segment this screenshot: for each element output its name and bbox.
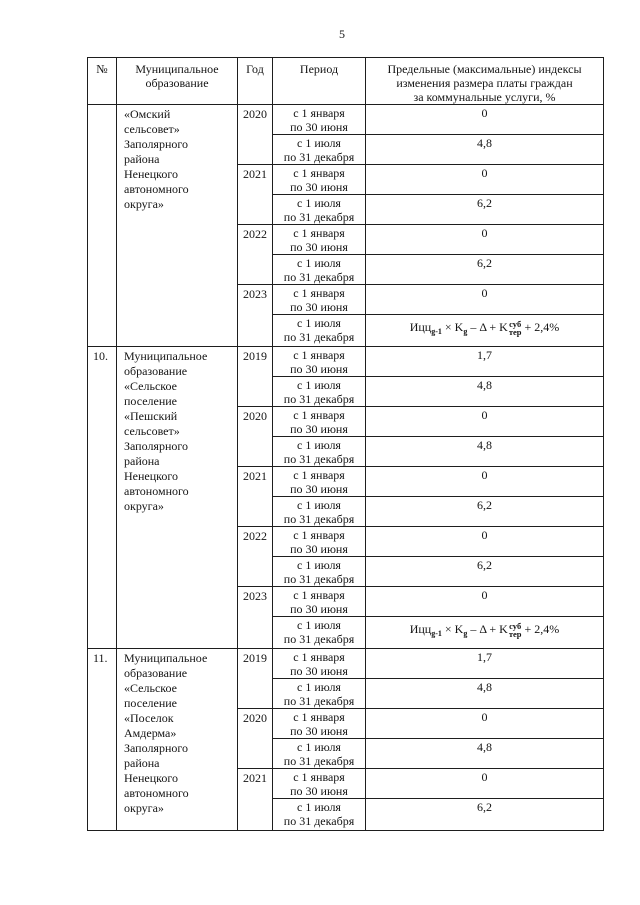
period-to: по 31 декабря (283, 512, 355, 526)
municipality-name-line: округа» (124, 801, 164, 815)
index-value-cell (366, 285, 604, 315)
index-value: 1,7 (477, 348, 492, 362)
formula-superscript: суб (509, 621, 522, 632)
period-cell (273, 195, 366, 225)
municipality-cell (117, 347, 238, 649)
period-from: с 1 июля (297, 680, 341, 694)
index-value: 6,2 (477, 196, 492, 210)
period-from: с 1 июля (297, 618, 341, 632)
formula-subscript: тер (508, 629, 522, 640)
formula-tail: + 2,4% (521, 622, 560, 636)
period-to: по 31 декабря (283, 572, 355, 586)
index-value: 0 (481, 468, 488, 482)
period-from: с 1 июля (297, 740, 341, 754)
year-value: 2022 (243, 227, 267, 241)
period-from: с 1 июля (297, 316, 341, 330)
municipality-name-line: автономного (124, 484, 189, 498)
index-value-cell (366, 679, 604, 709)
index-value-cell (366, 769, 604, 799)
period-cell (273, 679, 366, 709)
municipality-cell (117, 649, 238, 831)
index-value-cell (366, 527, 604, 557)
period-to: по 30 июня (290, 482, 348, 496)
period-from: с 1 июля (297, 438, 341, 452)
period-to: по 31 декабря (283, 150, 355, 164)
index-value-cell (366, 105, 604, 135)
municipality-name-line: «Пешский (124, 409, 178, 423)
header-index-line: изменения размера платы граждан (396, 76, 573, 90)
year-value: 2021 (243, 469, 267, 483)
period-to: по 30 июня (290, 120, 348, 134)
period-cell (273, 285, 366, 315)
year-cell (238, 527, 273, 587)
index-value-cell (366, 135, 604, 165)
index-value-cell (366, 347, 604, 377)
period-cell (273, 497, 366, 527)
period-from: с 1 июля (297, 498, 341, 512)
period-cell (273, 769, 366, 799)
index-value: 6,2 (477, 256, 492, 270)
index-value-cell (366, 195, 604, 225)
period-cell (273, 437, 366, 467)
period-cell (273, 739, 366, 769)
index-value-cell (366, 617, 604, 649)
index-value: 0 (481, 710, 488, 724)
municipality-name-line: района (124, 454, 160, 468)
index-value-cell (366, 377, 604, 407)
period-to: по 30 июня (290, 542, 348, 556)
index-value-cell (366, 437, 604, 467)
period-to: по 31 декабря (283, 632, 355, 646)
formula-k-stack (509, 320, 522, 336)
index-value-cell (366, 799, 604, 831)
header-year (238, 58, 273, 105)
index-value-cell (366, 497, 604, 527)
header-municipality-line: образование (145, 76, 209, 90)
period-to: по 30 июня (290, 300, 348, 314)
municipality-name-line: Заполярного (124, 741, 188, 755)
index-value-cell (366, 739, 604, 769)
header-number (88, 58, 117, 105)
year-value: 2019 (243, 651, 267, 665)
index-value: 6,2 (477, 800, 492, 814)
period-cell (273, 407, 366, 437)
index-value: 4,8 (477, 438, 492, 452)
municipality-name-line: Муниципальное (124, 349, 208, 363)
period-cell (273, 527, 366, 557)
municipality-name-line: образование (124, 666, 188, 680)
municipality-name-line: поселение (124, 394, 178, 408)
municipality-name-line: «Омский (124, 107, 171, 121)
period-from: с 1 января (293, 348, 345, 362)
header-year-text: Год (246, 62, 264, 76)
formula-base: Ицц (409, 320, 432, 334)
municipality-cell (117, 105, 238, 347)
header-index-value (366, 58, 604, 105)
year-value: 2020 (243, 409, 267, 423)
period-to: по 30 июня (290, 180, 348, 194)
period-cell (273, 225, 366, 255)
municipality-name-line: округа» (124, 197, 164, 211)
year-cell (238, 105, 273, 165)
municipality-name-line: автономного (124, 786, 189, 800)
year-cell (238, 769, 273, 831)
period-to: по 31 декабря (283, 270, 355, 284)
period-to: по 30 июня (290, 664, 348, 678)
year-cell (238, 649, 273, 709)
period-to: по 30 июня (290, 724, 348, 738)
municipality-name-line: Заполярного (124, 439, 188, 453)
year-cell (238, 285, 273, 347)
period-to: по 30 июня (290, 362, 348, 376)
period-from: с 1 января (293, 166, 345, 180)
period-from: с 1 июля (297, 256, 341, 270)
year-value: 2023 (243, 287, 267, 301)
municipality-name-line: района (124, 756, 160, 770)
period-cell (273, 377, 366, 407)
period-cell (273, 799, 366, 831)
period-from: с 1 января (293, 528, 345, 542)
index-value: 0 (481, 588, 488, 602)
formula-superscript: суб (509, 319, 522, 330)
formula-subscript: g (463, 629, 468, 638)
period-from: с 1 января (293, 650, 345, 664)
period-cell (273, 315, 366, 347)
formula-term: × K (441, 622, 464, 636)
period-cell (273, 467, 366, 497)
header-period-text: Период (299, 62, 339, 76)
period-to: по 30 июня (290, 784, 348, 798)
period-cell (273, 105, 366, 135)
period-cell (273, 709, 366, 739)
formula-subscript: g (463, 327, 468, 336)
year-cell (238, 165, 273, 225)
formula-k-stack (509, 622, 522, 638)
period-to: по 30 июня (290, 602, 348, 616)
index-value-cell (366, 165, 604, 195)
index-value: 0 (481, 286, 488, 300)
index-value: 6,2 (477, 498, 492, 512)
period-from: с 1 января (293, 408, 345, 422)
municipality-name-line: «Сельское (124, 681, 177, 695)
index-value-cell (366, 709, 604, 739)
index-value-cell (366, 587, 604, 617)
year-value: 2021 (243, 167, 267, 181)
row-number-cell (88, 649, 117, 831)
period-from: с 1 января (293, 286, 345, 300)
year-value: 2023 (243, 589, 267, 603)
year-cell (238, 407, 273, 467)
municipality-name-line: округа» (124, 499, 164, 513)
period-cell (273, 347, 366, 377)
municipality-name-line: Муниципальное (124, 651, 208, 665)
row-number-cell (88, 347, 117, 649)
header-index-line: Предельные (максимальные) индексы (387, 62, 582, 76)
municipality-name-line: поселение (124, 696, 178, 710)
municipality-name-line: «Поселок (124, 711, 174, 725)
period-cell (273, 587, 366, 617)
period-to: по 31 декабря (283, 210, 355, 224)
index-value: 0 (481, 528, 488, 542)
period-cell (273, 557, 366, 587)
municipality-name-line: Заполярного (124, 137, 188, 151)
formula-subscript: g-1 (431, 629, 442, 638)
period-to: по 30 июня (290, 240, 348, 254)
index-value: 4,8 (477, 740, 492, 754)
index-value: 0 (481, 106, 488, 120)
period-to: по 31 декабря (283, 452, 355, 466)
period-from: с 1 января (293, 710, 345, 724)
municipality-name-line: сельсовет» (124, 122, 180, 136)
table-body (88, 105, 604, 831)
period-from: с 1 июля (297, 378, 341, 392)
municipality-name-line: Амдерма» (124, 726, 177, 740)
index-value-cell (366, 407, 604, 437)
index-value: 4,8 (477, 136, 492, 150)
table-row (88, 649, 604, 679)
formula-subscript: g-1 (431, 327, 442, 336)
index-formula (409, 319, 560, 338)
municipality-name-line: автономного (124, 182, 189, 196)
period-to: по 31 декабря (283, 392, 355, 406)
period-from: с 1 января (293, 770, 345, 784)
index-value: 1,7 (477, 650, 492, 664)
municipality-name-line: Ненецкого (124, 469, 179, 483)
year-cell (238, 587, 273, 649)
page-number: 5 (339, 27, 345, 41)
period-cell (273, 165, 366, 195)
period-to: по 31 декабря (283, 330, 355, 344)
index-value-cell (366, 315, 604, 347)
index-value: 6,2 (477, 558, 492, 572)
row-number-cell (88, 105, 117, 347)
period-from: с 1 января (293, 106, 345, 120)
index-value-cell (366, 467, 604, 497)
period-cell (273, 617, 366, 649)
index-value: 0 (481, 226, 488, 240)
index-value-cell (366, 649, 604, 679)
index-formula (409, 621, 560, 640)
index-value-cell (366, 225, 604, 255)
formula-tail: + 2,4% (521, 320, 560, 334)
formula-subscript: тер (508, 327, 522, 338)
municipality-name-line: района (124, 152, 160, 166)
period-to: по 31 декабря (283, 694, 355, 708)
year-cell (238, 709, 273, 769)
index-value-cell (366, 255, 604, 285)
period-from: с 1 января (293, 468, 345, 482)
table-row (88, 347, 604, 377)
year-value: 2020 (243, 107, 267, 121)
municipality-name-line: «Сельское (124, 379, 177, 393)
formula-base: Ицц (409, 622, 432, 636)
municipality-name-line: Ненецкого (124, 771, 179, 785)
period-from: с 1 июля (297, 558, 341, 572)
period-to: по 31 декабря (283, 814, 355, 828)
formula-term: × K (441, 320, 464, 334)
row-number: 11. (93, 651, 108, 665)
index-value: 0 (481, 770, 488, 784)
header-municipality (117, 58, 238, 105)
index-value: 4,8 (477, 680, 492, 694)
period-from: с 1 июля (297, 800, 341, 814)
index-value-cell (366, 557, 604, 587)
index-value: 0 (481, 408, 488, 422)
index-value: 0 (481, 166, 488, 180)
header-row (88, 58, 604, 105)
table-header (88, 58, 604, 105)
year-value: 2019 (243, 349, 267, 363)
municipality-name-line: сельсовет» (124, 424, 180, 438)
period-from: с 1 января (293, 226, 345, 240)
period-from: с 1 июля (297, 196, 341, 210)
period-from: с 1 июля (297, 136, 341, 150)
year-value: 2022 (243, 529, 267, 543)
period-from: с 1 января (293, 588, 345, 602)
header-index-line: за коммунальные услуги, % (413, 90, 556, 104)
year-value: 2021 (243, 771, 267, 785)
header-municipality-line: Муниципальное (135, 62, 219, 76)
period-cell (273, 135, 366, 165)
year-cell (238, 225, 273, 285)
period-to: по 31 декабря (283, 754, 355, 768)
row-number: 10. (93, 349, 108, 363)
year-cell (238, 467, 273, 527)
municipality-name-line: образование (124, 364, 188, 378)
year-cell (238, 347, 273, 407)
year-value: 2020 (243, 711, 267, 725)
period-cell (273, 255, 366, 285)
municipality-name-line: Ненецкого (124, 167, 179, 181)
header-period (273, 58, 366, 105)
period-to: по 30 июня (290, 422, 348, 436)
period-cell (273, 649, 366, 679)
tariff-index-table (87, 57, 604, 831)
table-row (88, 105, 604, 135)
header-number-text: № (96, 62, 108, 76)
formula-term: – Δ + K (467, 320, 508, 334)
index-value: 4,8 (477, 378, 492, 392)
formula-term: – Δ + K (467, 622, 508, 636)
